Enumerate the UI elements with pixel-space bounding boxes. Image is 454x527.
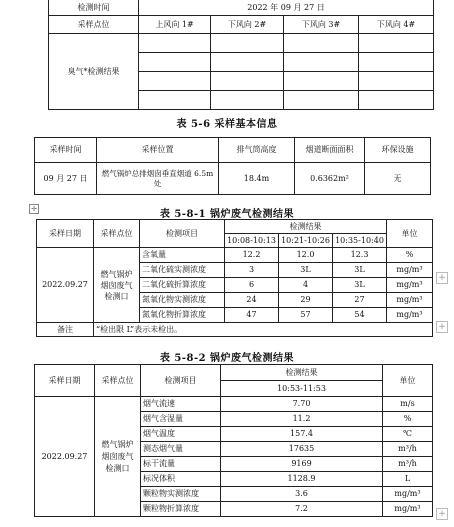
table581-date: 2022.09.27 xyxy=(37,248,94,323)
table581-header-date: 采样日期 xyxy=(37,220,94,248)
table56-header-facility: 环保设施 xyxy=(365,138,431,163)
table581-header-result: 检测结果 xyxy=(225,220,387,234)
table581-time-3: 10:35-10:40 xyxy=(333,234,387,248)
table582-caption: 表 5-8-2 锅炉废气检测结果 xyxy=(159,353,295,364)
table581-value: 12.3 xyxy=(333,248,387,263)
table582-unit: L xyxy=(383,472,433,487)
table582-unit: ℃ xyxy=(383,427,433,442)
table582-value: 157.4 xyxy=(221,427,383,442)
table581-note-text: “检出限 L”表示未检出。 xyxy=(94,323,433,337)
table-row: 二氧化硫实测浓度 xyxy=(140,263,225,278)
odor-table xyxy=(48,0,434,110)
table-row: 氮氧化物实测浓度 xyxy=(140,293,225,308)
table582-value: 9169 xyxy=(221,457,383,472)
table581-unit: % xyxy=(387,248,433,263)
table56-header-location: 采样位置 xyxy=(97,138,219,163)
table581-note-label: 备注 xyxy=(37,323,94,337)
table582-value: 17635 xyxy=(221,442,383,457)
table-row: 含氧量 xyxy=(140,248,225,263)
table581-value: 12.2 xyxy=(225,248,279,263)
table582-header-point: 采样点位 xyxy=(95,365,141,397)
table56-cell-facility: 无 xyxy=(365,163,431,195)
table56-header-area: 烟道断面面积 xyxy=(295,138,365,163)
table56-cell-area: 0.6362m² xyxy=(295,163,365,195)
table581-value: 29 xyxy=(279,293,333,308)
table582-date: 2022.09.27 xyxy=(35,397,95,517)
table-row: 氮氧化物折算浓度 xyxy=(140,308,225,323)
table-row: 烟气温度 xyxy=(141,427,221,442)
table56-caption: 表 5-6 采样基本信息 xyxy=(176,119,278,130)
table56-header-height: 排气筒高度 xyxy=(219,138,295,163)
table581-value: 57 xyxy=(279,308,333,323)
table581-header-unit: 单位 xyxy=(387,220,433,248)
table581-unit: mg/m³ xyxy=(387,278,433,293)
table581-value: 6 xyxy=(225,278,279,293)
odor-time-value: 2022 年 09 月 27 日 xyxy=(139,0,434,16)
table581-value: 3L xyxy=(333,278,387,293)
table582 xyxy=(34,364,433,517)
table581-unit: mg/m³ xyxy=(387,293,433,308)
table582-value: 7.70 xyxy=(221,397,383,412)
table582-value: 11.2 xyxy=(221,412,383,427)
table56-cell-time: 09 月 27 日 xyxy=(35,163,97,195)
table582-unit: mg/m³ xyxy=(383,502,433,517)
table582-header-item: 检测项目 xyxy=(141,365,221,397)
table581-value: 3L xyxy=(279,263,333,278)
table582-unit: % xyxy=(383,412,433,427)
add-column-icon[interactable]: + xyxy=(436,321,448,333)
table582-unit: m³/h xyxy=(383,457,433,472)
table581-value: 24 xyxy=(225,293,279,308)
table56-cell-location: 燃气锅炉总排烟囱垂直烟道 6.5m 处 xyxy=(97,163,219,195)
table582-unit: mg/m³ xyxy=(383,487,433,502)
table581-value: 4 xyxy=(279,278,333,293)
table581-value: 54 xyxy=(333,308,387,323)
table56 xyxy=(34,137,431,195)
odor-time-label: 检测时间 xyxy=(49,0,139,16)
table582-value: 7.2 xyxy=(221,502,383,517)
odor-point-2: 下风向 2# xyxy=(211,16,284,34)
table582-header-date: 采样日期 xyxy=(35,365,95,397)
table582-time: 10:53-11:53 xyxy=(221,381,383,397)
odor-point-1: 上风向 1# xyxy=(139,16,211,34)
table581-value: 27 xyxy=(333,293,387,308)
odor-point-label: 采样点位 xyxy=(49,16,139,34)
odor-point-3: 下风向 3# xyxy=(284,16,359,34)
table-row: 二氧化硫折算浓度 xyxy=(140,278,225,293)
table-row: 烟气含湿量 xyxy=(141,412,221,427)
table581-value: 47 xyxy=(225,308,279,323)
table582-point: 燃气锅炉烟囱废气检测口 xyxy=(95,397,141,517)
table581-time-1: 10:08-10:13 xyxy=(225,234,279,248)
table581-point: 燃气锅炉烟囱废气检测口 xyxy=(94,248,140,323)
add-column-icon[interactable]: + xyxy=(436,272,448,284)
table581-value: 3L xyxy=(333,263,387,278)
table-row: 标况体积 xyxy=(141,472,221,487)
table582-header-result: 检测结果 xyxy=(221,365,383,381)
table582-value: 1128.9 xyxy=(221,472,383,487)
table582-value: 3.6 xyxy=(221,487,383,502)
table581-header-point: 采样点位 xyxy=(94,220,140,248)
table-row: 测态烟气量 xyxy=(141,442,221,457)
table581-time-2: 10:21-10:26 xyxy=(279,234,333,248)
table-row: 烟气流速 xyxy=(141,397,221,412)
table582-unit: m³/h xyxy=(383,442,433,457)
table581-value: 3 xyxy=(225,263,279,278)
table581-unit: mg/m³ xyxy=(387,308,433,323)
table581-unit: mg/m³ xyxy=(387,263,433,278)
table582-header-unit: 单位 xyxy=(383,365,433,397)
table581-value: 12.0 xyxy=(279,248,333,263)
add-column-icon[interactable]: + xyxy=(436,508,448,520)
odor-point-4: 下风向 4# xyxy=(359,16,434,34)
table581-caption: 表 5-8-1 锅炉废气检测结果 xyxy=(159,209,295,220)
table56-cell-height: 18.4m xyxy=(219,163,295,195)
table-row: 标干流量 xyxy=(141,457,221,472)
table-row: 颗粒物折算浓度 xyxy=(141,502,221,517)
table582-unit: m/s xyxy=(383,397,433,412)
table581 xyxy=(36,219,433,337)
table581-header-item: 检测项目 xyxy=(140,220,225,248)
table56-header-time: 采样时间 xyxy=(35,138,97,163)
table-move-handle-icon[interactable]: ✛ xyxy=(29,204,39,214)
table-row: 颗粒物实测浓度 xyxy=(141,487,221,502)
odor-result-label: 臭气*检测结果 xyxy=(49,34,139,110)
